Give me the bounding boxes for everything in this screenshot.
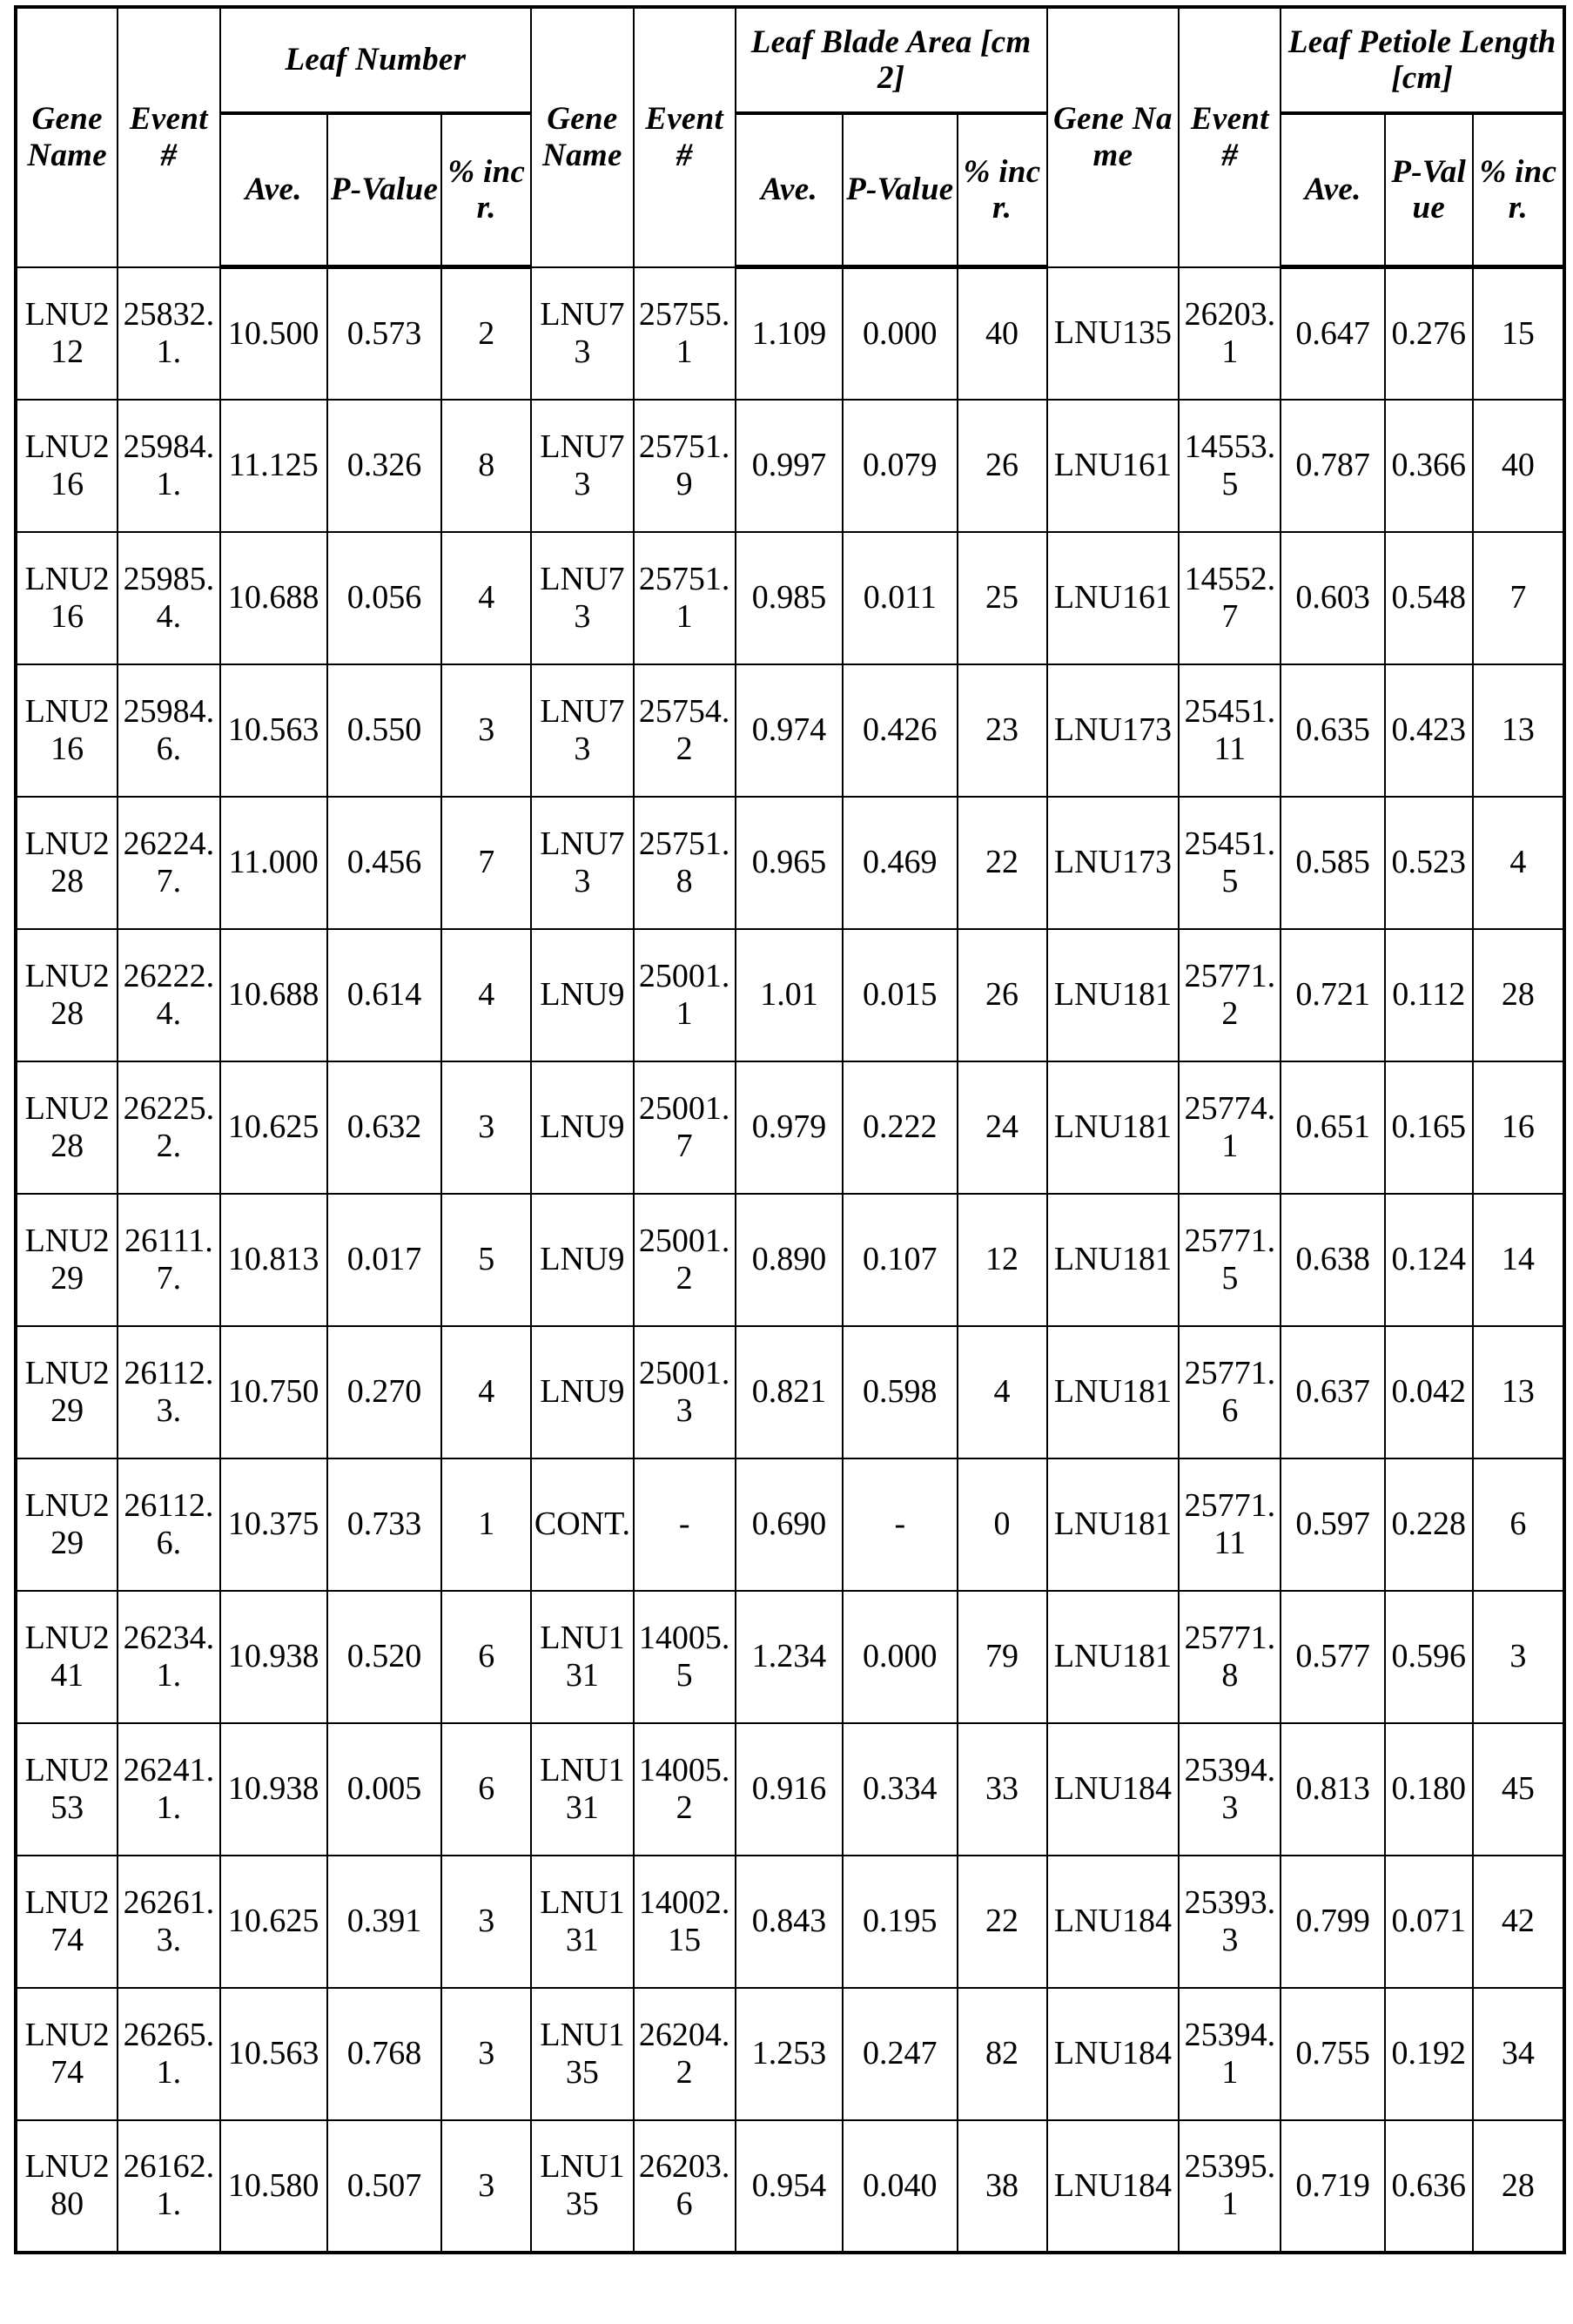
cell-gene-name-3: LNU135 bbox=[1047, 267, 1180, 400]
cell-gene-name-2: LNU73 bbox=[531, 532, 633, 664]
cell-gene-name-1: LNU228 bbox=[16, 929, 118, 1061]
cell-gene-name-2: LNU131 bbox=[531, 1856, 633, 1988]
cell-gene-name-1: LNU216 bbox=[16, 400, 118, 532]
group-header-leaf-number: Leaf Number bbox=[220, 7, 532, 113]
cell-pct-incr-1: 5 bbox=[441, 1194, 531, 1326]
cell-ave-3: 0.651 bbox=[1281, 1061, 1384, 1194]
cell-pvalue-3: 0.596 bbox=[1385, 1591, 1473, 1723]
cell-gene-name-1: LNU228 bbox=[16, 1061, 118, 1194]
cell-pct-incr-1: 3 bbox=[441, 1988, 531, 2120]
column-header-gene-name-1: Gene Name bbox=[16, 7, 118, 267]
cell-gene-name-3: LNU181 bbox=[1047, 1061, 1180, 1194]
cell-event-num-3: 25394.1 bbox=[1179, 1988, 1281, 2120]
cell-pct-incr-3: 40 bbox=[1473, 400, 1564, 532]
cell-pvalue-2: 0.011 bbox=[843, 532, 957, 664]
cell-gene-name-1: LNU280 bbox=[16, 2120, 118, 2253]
cell-pct-incr-2: 40 bbox=[958, 267, 1047, 400]
cell-pvalue-1: 0.326 bbox=[327, 400, 441, 532]
cell-event-num-3: 25771.11 bbox=[1179, 1458, 1281, 1591]
cell-event-num-2: 14005.2 bbox=[634, 1723, 736, 1856]
table-body bbox=[16, 267, 1564, 2253]
cell-ave-2: 1.234 bbox=[736, 1591, 843, 1723]
cell-pct-incr-3: 14 bbox=[1473, 1194, 1564, 1326]
cell-gene-name-1: LNU253 bbox=[16, 1723, 118, 1856]
column-header-pvalue-2: P-Value bbox=[843, 113, 957, 267]
cell-pvalue-1: 0.573 bbox=[327, 267, 441, 400]
cell-ave-2: 0.985 bbox=[736, 532, 843, 664]
cell-pvalue-1: 0.632 bbox=[327, 1061, 441, 1194]
cell-ave-1: 10.375 bbox=[220, 1458, 327, 1591]
cell-ave-3: 0.813 bbox=[1281, 1723, 1384, 1856]
cell-pct-incr-2: 12 bbox=[958, 1194, 1047, 1326]
sub-header-row bbox=[16, 113, 1564, 267]
cell-pct-incr-1: 1 bbox=[441, 1458, 531, 1591]
cell-pct-incr-1: 4 bbox=[441, 532, 531, 664]
cell-ave-2: 0.690 bbox=[736, 1458, 843, 1591]
cell-ave-1: 10.500 bbox=[220, 267, 327, 400]
cell-pct-incr-2: 0 bbox=[958, 1458, 1047, 1591]
cell-event-num-1: 26222.4. bbox=[118, 929, 219, 1061]
cell-pct-incr-3: 4 bbox=[1473, 797, 1564, 929]
cell-event-num-3: 26203.1 bbox=[1179, 267, 1281, 400]
cell-event-num-3: 14553.5 bbox=[1179, 400, 1281, 532]
cell-pvalue-3: 0.228 bbox=[1385, 1458, 1473, 1591]
cell-ave-1: 10.563 bbox=[220, 664, 327, 797]
cell-pvalue-3: 0.192 bbox=[1385, 1988, 1473, 2120]
cell-pvalue-3: 0.180 bbox=[1385, 1723, 1473, 1856]
cell-ave-2: 0.954 bbox=[736, 2120, 843, 2253]
cell-pct-incr-2: 22 bbox=[958, 1856, 1047, 1988]
cell-gene-name-2: LNU131 bbox=[531, 1723, 633, 1856]
cell-event-num-1: 25984.6. bbox=[118, 664, 219, 797]
cell-gene-name-3: LNU181 bbox=[1047, 1591, 1180, 1723]
cell-gene-name-2: LNU73 bbox=[531, 664, 633, 797]
column-header-ave-1: Ave. bbox=[220, 113, 327, 267]
cell-ave-1: 10.580 bbox=[220, 2120, 327, 2253]
group-header-row bbox=[16, 7, 1564, 113]
cell-event-num-1: 25832.1. bbox=[118, 267, 219, 400]
cell-pvalue-3: 0.523 bbox=[1385, 797, 1473, 929]
cell-pct-incr-3: 13 bbox=[1473, 1326, 1564, 1458]
cell-pct-incr-3: 16 bbox=[1473, 1061, 1564, 1194]
cell-pct-incr-3: 45 bbox=[1473, 1723, 1564, 1856]
cell-ave-1: 11.000 bbox=[220, 797, 327, 929]
cell-ave-3: 0.585 bbox=[1281, 797, 1384, 929]
cell-ave-2: 0.979 bbox=[736, 1061, 843, 1194]
cell-pct-incr-2: 24 bbox=[958, 1061, 1047, 1194]
cell-event-num-2: 26203.6 bbox=[634, 2120, 736, 2253]
cell-pct-incr-2: 26 bbox=[958, 400, 1047, 532]
cell-pct-incr-3: 7 bbox=[1473, 532, 1564, 664]
cell-pvalue-1: 0.507 bbox=[327, 2120, 441, 2253]
cell-gene-name-2: LNU131 bbox=[531, 1591, 633, 1723]
cell-ave-1: 10.938 bbox=[220, 1591, 327, 1723]
cell-event-num-2: 25001.3 bbox=[634, 1326, 736, 1458]
cell-pvalue-1: 0.550 bbox=[327, 664, 441, 797]
cell-pvalue-2: 0.107 bbox=[843, 1194, 957, 1326]
cell-gene-name-1: LNU228 bbox=[16, 797, 118, 929]
cell-pvalue-3: 0.366 bbox=[1385, 400, 1473, 532]
group-header-leaf-petiole-length: Leaf Petiole Length [cm] bbox=[1281, 7, 1564, 113]
cell-gene-name-3: LNU173 bbox=[1047, 797, 1180, 929]
cell-ave-2: 0.821 bbox=[736, 1326, 843, 1458]
cell-event-num-2: 25755.1 bbox=[634, 267, 736, 400]
cell-pvalue-2: 0.079 bbox=[843, 400, 957, 532]
cell-event-num-1: 25985.4. bbox=[118, 532, 219, 664]
cell-gene-name-3: LNU184 bbox=[1047, 1723, 1180, 1856]
cell-pct-incr-3: 3 bbox=[1473, 1591, 1564, 1723]
table-row bbox=[16, 1194, 1564, 1326]
cell-pvalue-3: 0.423 bbox=[1385, 664, 1473, 797]
cell-pct-incr-3: 42 bbox=[1473, 1856, 1564, 1988]
cell-gene-name-2: CONT. bbox=[531, 1458, 633, 1591]
cell-gene-name-1: LNU229 bbox=[16, 1458, 118, 1591]
cell-pct-incr-2: 79 bbox=[958, 1591, 1047, 1723]
cell-pct-incr-1: 7 bbox=[441, 797, 531, 929]
cell-pvalue-1: 0.056 bbox=[327, 532, 441, 664]
cell-pvalue-2: 0.334 bbox=[843, 1723, 957, 1856]
cell-gene-name-3: LNU181 bbox=[1047, 1194, 1180, 1326]
cell-pvalue-2: 0.040 bbox=[843, 2120, 957, 2253]
cell-ave-2: 0.965 bbox=[736, 797, 843, 929]
cell-pvalue-1: 0.520 bbox=[327, 1591, 441, 1723]
cell-pct-incr-2: 22 bbox=[958, 797, 1047, 929]
cell-pct-incr-1: 6 bbox=[441, 1723, 531, 1856]
cell-pvalue-2: 0.222 bbox=[843, 1061, 957, 1194]
cell-pvalue-2: 0.195 bbox=[843, 1856, 957, 1988]
cell-pvalue-1: 0.017 bbox=[327, 1194, 441, 1326]
cell-ave-1: 11.125 bbox=[220, 400, 327, 532]
cell-event-num-3: 25771.5 bbox=[1179, 1194, 1281, 1326]
cell-pvalue-2: 0.247 bbox=[843, 1988, 957, 2120]
cell-ave-3: 0.603 bbox=[1281, 532, 1384, 664]
table-row bbox=[16, 1061, 1564, 1194]
cell-pct-incr-2: 26 bbox=[958, 929, 1047, 1061]
table-row bbox=[16, 1988, 1564, 2120]
cell-ave-3: 0.755 bbox=[1281, 1988, 1384, 2120]
cell-ave-1: 10.688 bbox=[220, 532, 327, 664]
table-row bbox=[16, 929, 1564, 1061]
cell-pct-incr-1: 2 bbox=[441, 267, 531, 400]
column-header-pct-incr-3: % incr. bbox=[1473, 113, 1564, 267]
cell-pct-incr-1: 4 bbox=[441, 1326, 531, 1458]
cell-event-num-2: 26204.2 bbox=[634, 1988, 736, 2120]
table-row bbox=[16, 664, 1564, 797]
cell-gene-name-2: LNU135 bbox=[531, 1988, 633, 2120]
cell-event-num-2: 25001.2 bbox=[634, 1194, 736, 1326]
cell-gene-name-3: LNU184 bbox=[1047, 1856, 1180, 1988]
cell-gene-name-2: LNU9 bbox=[531, 1326, 633, 1458]
cell-pvalue-3: 0.124 bbox=[1385, 1194, 1473, 1326]
cell-gene-name-1: LNU212 bbox=[16, 267, 118, 400]
cell-ave-2: 1.01 bbox=[736, 929, 843, 1061]
cell-pvalue-3: 0.165 bbox=[1385, 1061, 1473, 1194]
cell-gene-name-1: LNU274 bbox=[16, 1856, 118, 1988]
cell-pvalue-2: 0.598 bbox=[843, 1326, 957, 1458]
table-row bbox=[16, 1591, 1564, 1723]
cell-pvalue-1: 0.456 bbox=[327, 797, 441, 929]
cell-pct-incr-3: 28 bbox=[1473, 2120, 1564, 2253]
column-header-pvalue-3: P-Value bbox=[1385, 113, 1473, 267]
cell-gene-name-2: LNU73 bbox=[531, 400, 633, 532]
cell-ave-3: 0.577 bbox=[1281, 1591, 1384, 1723]
cell-ave-1: 10.938 bbox=[220, 1723, 327, 1856]
cell-pct-incr-2: 82 bbox=[958, 1988, 1047, 2120]
cell-event-num-3: 25771.2 bbox=[1179, 929, 1281, 1061]
cell-event-num-2: 14005.5 bbox=[634, 1591, 736, 1723]
cell-pct-incr-2: 4 bbox=[958, 1326, 1047, 1458]
table-row bbox=[16, 267, 1564, 400]
cell-gene-name-1: LNU216 bbox=[16, 664, 118, 797]
cell-event-num-1: 26112.3. bbox=[118, 1326, 219, 1458]
cell-event-num-3: 25771.8 bbox=[1179, 1591, 1281, 1723]
cell-event-num-1: 26265.1. bbox=[118, 1988, 219, 2120]
cell-event-num-3: 25393.3 bbox=[1179, 1856, 1281, 1988]
cell-pct-incr-1: 3 bbox=[441, 1061, 531, 1194]
cell-ave-2: 1.253 bbox=[736, 1988, 843, 2120]
cell-pvalue-1: 0.391 bbox=[327, 1856, 441, 1988]
cell-gene-name-1: LNU241 bbox=[16, 1591, 118, 1723]
cell-gene-name-2: LNU73 bbox=[531, 267, 633, 400]
cell-pct-incr-2: 23 bbox=[958, 664, 1047, 797]
cell-pct-incr-1: 3 bbox=[441, 1856, 531, 1988]
cell-gene-name-1: LNU229 bbox=[16, 1194, 118, 1326]
cell-pct-incr-2: 38 bbox=[958, 2120, 1047, 2253]
cell-pvalue-3: 0.042 bbox=[1385, 1326, 1473, 1458]
cell-ave-3: 0.647 bbox=[1281, 267, 1384, 400]
cell-ave-3: 0.638 bbox=[1281, 1194, 1384, 1326]
cell-pvalue-2: 0.000 bbox=[843, 267, 957, 400]
table-row bbox=[16, 2120, 1564, 2253]
column-header-gene-name-2: Gene Name bbox=[531, 7, 633, 267]
table-header bbox=[16, 7, 1564, 267]
cell-pct-incr-1: 3 bbox=[441, 2120, 531, 2253]
cell-ave-2: 0.974 bbox=[736, 664, 843, 797]
cell-gene-name-1: LNU274 bbox=[16, 1988, 118, 2120]
cell-pvalue-2: 0.000 bbox=[843, 1591, 957, 1723]
cell-pct-incr-3: 28 bbox=[1473, 929, 1564, 1061]
cell-event-num-2: 25751.1 bbox=[634, 532, 736, 664]
cell-pvalue-1: 0.768 bbox=[327, 1988, 441, 2120]
cell-event-num-1: 26111.7. bbox=[118, 1194, 219, 1326]
cell-gene-name-2: LNU135 bbox=[531, 2120, 633, 2253]
table-row bbox=[16, 1458, 1564, 1591]
cell-pvalue-2: 0.469 bbox=[843, 797, 957, 929]
cell-event-num-1: 25984.1. bbox=[118, 400, 219, 532]
table-row bbox=[16, 400, 1564, 532]
cell-pct-incr-1: 4 bbox=[441, 929, 531, 1061]
cell-pvalue-2: - bbox=[843, 1458, 957, 1591]
column-header-event-num-3: Event # bbox=[1179, 7, 1281, 267]
cell-gene-name-3: LNU184 bbox=[1047, 2120, 1180, 2253]
cell-event-num-3: 25451.5 bbox=[1179, 797, 1281, 929]
table-row bbox=[16, 1723, 1564, 1856]
cell-event-num-1: 26162.1. bbox=[118, 2120, 219, 2253]
cell-event-num-3: 25394.3 bbox=[1179, 1723, 1281, 1856]
cell-pct-incr-1: 6 bbox=[441, 1591, 531, 1723]
column-header-pct-incr-1: % incr. bbox=[441, 113, 531, 267]
cell-pct-incr-3: 15 bbox=[1473, 267, 1564, 400]
cell-ave-1: 10.688 bbox=[220, 929, 327, 1061]
cell-ave-2: 0.890 bbox=[736, 1194, 843, 1326]
cell-pvalue-1: 0.614 bbox=[327, 929, 441, 1061]
cell-event-num-3: 25771.6 bbox=[1179, 1326, 1281, 1458]
column-header-pct-incr-2: % incr. bbox=[958, 113, 1047, 267]
cell-event-num-1: 26225.2. bbox=[118, 1061, 219, 1194]
table-row bbox=[16, 532, 1564, 664]
cell-pvalue-3: 0.636 bbox=[1385, 2120, 1473, 2253]
cell-event-num-2: 25001.1 bbox=[634, 929, 736, 1061]
cell-gene-name-3: LNU184 bbox=[1047, 1988, 1180, 2120]
column-header-pvalue-1: P-Value bbox=[327, 113, 441, 267]
cell-gene-name-3: LNU181 bbox=[1047, 1458, 1180, 1591]
cell-ave-3: 0.637 bbox=[1281, 1326, 1384, 1458]
cell-pct-incr-3: 34 bbox=[1473, 1988, 1564, 2120]
table-row bbox=[16, 1856, 1564, 1988]
cell-ave-3: 0.787 bbox=[1281, 400, 1384, 532]
cell-ave-3: 0.799 bbox=[1281, 1856, 1384, 1988]
cell-gene-name-3: LNU181 bbox=[1047, 929, 1180, 1061]
cell-event-num-2: 25754.2 bbox=[634, 664, 736, 797]
cell-ave-2: 1.109 bbox=[736, 267, 843, 400]
cell-ave-1: 10.813 bbox=[220, 1194, 327, 1326]
cell-event-num-1: 26224.7. bbox=[118, 797, 219, 929]
cell-pvalue-2: 0.015 bbox=[843, 929, 957, 1061]
cell-ave-3: 0.719 bbox=[1281, 2120, 1384, 2253]
cell-event-num-3: 25774.1 bbox=[1179, 1061, 1281, 1194]
column-header-event-num-2: Event # bbox=[634, 7, 736, 267]
cell-ave-1: 10.625 bbox=[220, 1856, 327, 1988]
cell-gene-name-3: LNU161 bbox=[1047, 400, 1180, 532]
table-row bbox=[16, 1326, 1564, 1458]
cell-pvalue-1: 0.733 bbox=[327, 1458, 441, 1591]
cell-pvalue-3: 0.112 bbox=[1385, 929, 1473, 1061]
cell-pvalue-3: 0.548 bbox=[1385, 532, 1473, 664]
cell-pct-incr-2: 25 bbox=[958, 532, 1047, 664]
group-header-leaf-blade-area: Leaf Blade Area [cm2] bbox=[736, 7, 1047, 113]
cell-pct-incr-3: 6 bbox=[1473, 1458, 1564, 1591]
cell-pvalue-3: 0.071 bbox=[1385, 1856, 1473, 1988]
cell-pct-incr-1: 3 bbox=[441, 664, 531, 797]
cell-gene-name-2: LNU9 bbox=[531, 929, 633, 1061]
cell-gene-name-2: LNU73 bbox=[531, 797, 633, 929]
cell-event-num-2: 25751.8 bbox=[634, 797, 736, 929]
cell-pct-incr-2: 33 bbox=[958, 1723, 1047, 1856]
cell-pct-incr-3: 13 bbox=[1473, 664, 1564, 797]
cell-event-num-1: 26234.1. bbox=[118, 1591, 219, 1723]
cell-ave-3: 0.597 bbox=[1281, 1458, 1384, 1591]
cell-ave-2: 0.997 bbox=[736, 400, 843, 532]
cell-pvalue-2: 0.426 bbox=[843, 664, 957, 797]
cell-event-num-2: 14002.15 bbox=[634, 1856, 736, 1988]
cell-ave-2: 0.916 bbox=[736, 1723, 843, 1856]
cell-event-num-1: 26112.6. bbox=[118, 1458, 219, 1591]
cell-ave-1: 10.750 bbox=[220, 1326, 327, 1458]
cell-gene-name-3: LNU173 bbox=[1047, 664, 1180, 797]
cell-ave-1: 10.563 bbox=[220, 1988, 327, 2120]
cell-event-num-2: - bbox=[634, 1458, 736, 1591]
cell-gene-name-2: LNU9 bbox=[531, 1061, 633, 1194]
cell-event-num-3: 25451.11 bbox=[1179, 664, 1281, 797]
column-header-gene-name-3: Gene Name bbox=[1047, 7, 1180, 267]
cell-gene-name-2: LNU9 bbox=[531, 1194, 633, 1326]
cell-pvalue-1: 0.005 bbox=[327, 1723, 441, 1856]
cell-event-num-1: 26261.3. bbox=[118, 1856, 219, 1988]
cell-ave-3: 0.721 bbox=[1281, 929, 1384, 1061]
column-header-ave-2: Ave. bbox=[736, 113, 843, 267]
column-header-event-num-1: Event # bbox=[118, 7, 219, 267]
cell-event-num-1: 26241.1. bbox=[118, 1723, 219, 1856]
cell-event-num-3: 25395.1 bbox=[1179, 2120, 1281, 2253]
cell-ave-3: 0.635 bbox=[1281, 664, 1384, 797]
cell-ave-1: 10.625 bbox=[220, 1061, 327, 1194]
cell-pvalue-1: 0.270 bbox=[327, 1326, 441, 1458]
cell-gene-name-3: LNU161 bbox=[1047, 532, 1180, 664]
cell-gene-name-3: LNU181 bbox=[1047, 1326, 1180, 1458]
cell-gene-name-1: LNU216 bbox=[16, 532, 118, 664]
leaf-measurements-table bbox=[14, 5, 1566, 2254]
column-header-ave-3: Ave. bbox=[1281, 113, 1384, 267]
cell-event-num-2: 25001.7 bbox=[634, 1061, 736, 1194]
cell-event-num-3: 14552.7 bbox=[1179, 532, 1281, 664]
cell-pvalue-3: 0.276 bbox=[1385, 267, 1473, 400]
cell-ave-2: 0.843 bbox=[736, 1856, 843, 1988]
table-row bbox=[16, 797, 1564, 929]
cell-pct-incr-1: 8 bbox=[441, 400, 531, 532]
cell-event-num-2: 25751.9 bbox=[634, 400, 736, 532]
cell-gene-name-1: LNU229 bbox=[16, 1326, 118, 1458]
